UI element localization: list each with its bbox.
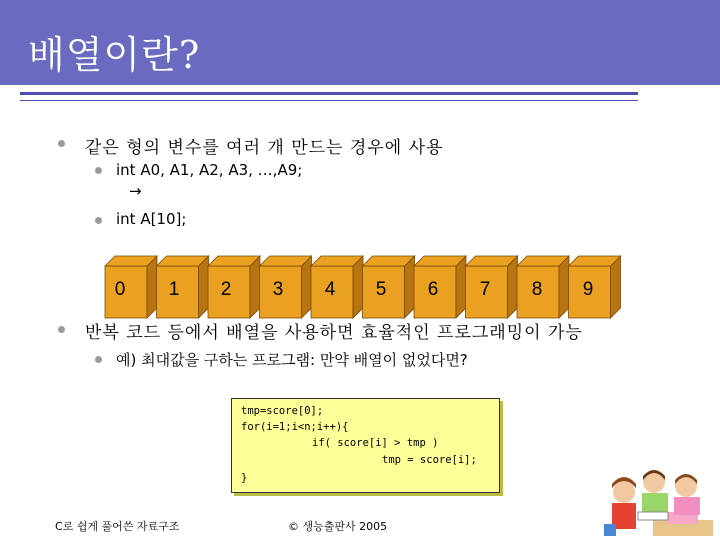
right-arrow-icon: → — [129, 182, 142, 200]
footer-copyright: © 생능출판사 2005 — [288, 520, 388, 533]
array-index-label: 7 — [479, 279, 491, 300]
code-line: for(i=1;i<n;i++){ — [241, 421, 349, 433]
bullet-1-sub-2: int A[10]; — [116, 210, 187, 228]
sub-bullet-dot-icon — [95, 356, 102, 363]
array-index-label: 9 — [582, 279, 594, 300]
code-line: tmp=score[0]; — [241, 405, 324, 417]
array-index-label: 3 — [272, 279, 284, 300]
array-index-label: 0 — [114, 279, 126, 300]
bullet-1-sub-1: int A0, A1, A2, A3, …,A9; — [116, 161, 303, 179]
code-snippet-box — [231, 398, 500, 493]
array-index-label: 5 — [375, 279, 387, 300]
code-line: tmp = score[i]; — [382, 454, 477, 466]
slide-title: 배열이란? — [28, 33, 201, 77]
footer-book-title: C로 쉽게 풀어쓴 자료구조 — [55, 520, 180, 533]
array-index-label: 1 — [168, 279, 180, 300]
code-line: if( score[i] > tmp ) — [312, 437, 439, 449]
array-index-label: 8 — [531, 279, 543, 300]
array-index-label: 4 — [324, 279, 336, 300]
bullet-1-text: 같은 형의 변수를 여러 개 만드는 경우에 사용 — [85, 138, 444, 158]
bullet-2-text: 반복 코드 등에서 배열을 사용하면 효율적인 프로그래밍이 가능 — [85, 323, 583, 343]
bullet-dot-icon — [58, 326, 65, 333]
array-index-label: 6 — [427, 279, 439, 300]
bullet-2-sub-1: 예) 최대값을 구하는 프로그램: 만약 배열이 없었다면? — [116, 351, 468, 369]
array-index-label: 2 — [220, 279, 232, 300]
children-reading-icon — [598, 462, 716, 538]
code-line: } — [241, 472, 248, 484]
